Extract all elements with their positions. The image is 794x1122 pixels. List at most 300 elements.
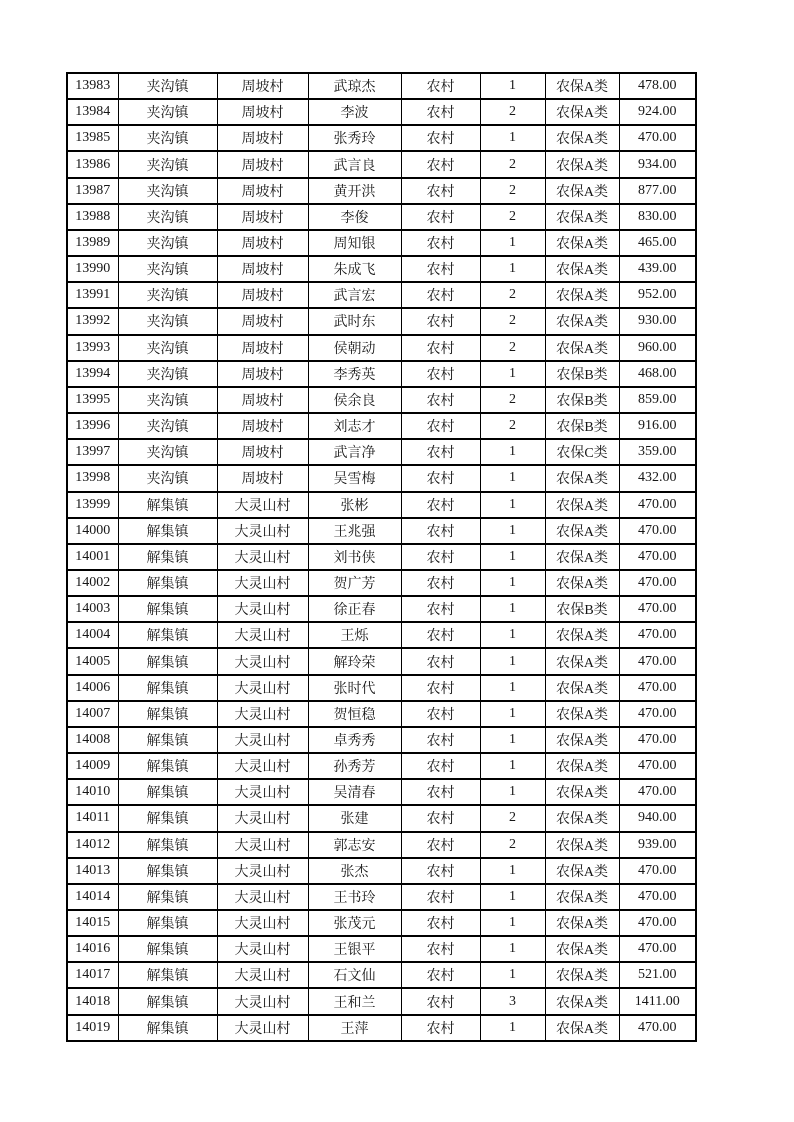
person-count-cell: 1 (480, 73, 545, 99)
insurance-category-cell: 农保A类 (545, 73, 619, 99)
person-count-cell: 1 (480, 256, 545, 282)
town-cell: 解集镇 (118, 884, 217, 910)
person-name-cell: 王银平 (308, 936, 401, 962)
village-cell: 大灵山村 (217, 596, 308, 622)
village-cell: 大灵山村 (217, 1015, 308, 1041)
residence-type-cell: 农村 (401, 701, 480, 727)
person-name-cell: 张时代 (308, 675, 401, 701)
table-row (67, 439, 696, 465)
serial-number-cell: 13992 (67, 308, 118, 334)
insurance-category-cell: 农保A类 (545, 675, 619, 701)
residence-type-cell: 农村 (401, 518, 480, 544)
serial-number-cell: 14000 (67, 518, 118, 544)
amount-cell: 468.00 (619, 361, 696, 387)
person-name-cell: 周知银 (308, 230, 401, 256)
table-row (67, 988, 696, 1014)
insurance-category-cell: 农保A类 (545, 465, 619, 491)
person-count-cell: 1 (480, 648, 545, 674)
insurance-category-cell: 农保A类 (545, 204, 619, 230)
amount-cell: 470.00 (619, 701, 696, 727)
village-cell: 周坡村 (217, 178, 308, 204)
person-name-cell: 王和兰 (308, 988, 401, 1014)
amount-cell: 470.00 (619, 1015, 696, 1041)
records-table (66, 72, 697, 1042)
person-name-cell: 王萍 (308, 1015, 401, 1041)
residence-type-cell: 农村 (401, 753, 480, 779)
insurance-category-cell: 农保A类 (545, 335, 619, 361)
town-cell: 夹沟镇 (118, 256, 217, 282)
person-name-cell: 贺恒稳 (308, 701, 401, 727)
village-cell: 大灵山村 (217, 805, 308, 831)
residence-type-cell: 农村 (401, 832, 480, 858)
town-cell: 夹沟镇 (118, 413, 217, 439)
person-name-cell: 张茂元 (308, 910, 401, 936)
table-row (67, 465, 696, 491)
town-cell: 夹沟镇 (118, 73, 217, 99)
table-row (67, 910, 696, 936)
residence-type-cell: 农村 (401, 884, 480, 910)
amount-cell: 960.00 (619, 335, 696, 361)
residence-type-cell: 农村 (401, 962, 480, 988)
town-cell: 解集镇 (118, 648, 217, 674)
amount-cell: 859.00 (619, 387, 696, 413)
table-row (67, 335, 696, 361)
town-cell: 解集镇 (118, 518, 217, 544)
amount-cell: 465.00 (619, 230, 696, 256)
table-row (67, 413, 696, 439)
village-cell: 周坡村 (217, 151, 308, 177)
person-name-cell: 吴雪梅 (308, 465, 401, 491)
serial-number-cell: 13995 (67, 387, 118, 413)
town-cell: 解集镇 (118, 805, 217, 831)
table-row (67, 99, 696, 125)
table-row (67, 125, 696, 151)
village-cell: 周坡村 (217, 256, 308, 282)
amount-cell: 470.00 (619, 727, 696, 753)
table-row (67, 544, 696, 570)
person-name-cell: 徐正春 (308, 596, 401, 622)
serial-number-cell: 14019 (67, 1015, 118, 1041)
residence-type-cell: 农村 (401, 256, 480, 282)
village-cell: 周坡村 (217, 439, 308, 465)
person-count-cell: 1 (480, 1015, 545, 1041)
village-cell: 周坡村 (217, 125, 308, 151)
residence-type-cell: 农村 (401, 596, 480, 622)
person-name-cell: 贺广芳 (308, 570, 401, 596)
person-name-cell: 黄开洪 (308, 178, 401, 204)
serial-number-cell: 13991 (67, 282, 118, 308)
village-cell: 大灵山村 (217, 544, 308, 570)
serial-number-cell: 13987 (67, 178, 118, 204)
serial-number-cell: 13994 (67, 361, 118, 387)
village-cell: 大灵山村 (217, 727, 308, 753)
amount-cell: 478.00 (619, 73, 696, 99)
amount-cell: 470.00 (619, 596, 696, 622)
person-count-cell: 1 (480, 701, 545, 727)
person-name-cell: 郭志安 (308, 832, 401, 858)
village-cell: 大灵山村 (217, 492, 308, 518)
serial-number-cell: 14003 (67, 596, 118, 622)
person-count-cell: 1 (480, 858, 545, 884)
serial-number-cell: 13988 (67, 204, 118, 230)
table-body (67, 73, 696, 1041)
person-count-cell: 1 (480, 675, 545, 701)
amount-cell: 439.00 (619, 256, 696, 282)
table-row (67, 648, 696, 674)
insurance-category-cell: 农保A类 (545, 805, 619, 831)
person-name-cell: 王兆强 (308, 518, 401, 544)
table-row (67, 492, 696, 518)
residence-type-cell: 农村 (401, 675, 480, 701)
table-row (67, 256, 696, 282)
serial-number-cell: 13989 (67, 230, 118, 256)
person-count-cell: 1 (480, 884, 545, 910)
town-cell: 夹沟镇 (118, 387, 217, 413)
table-row (67, 675, 696, 701)
person-name-cell: 侯余良 (308, 387, 401, 413)
person-count-cell: 1 (480, 544, 545, 570)
serial-number-cell: 14015 (67, 910, 118, 936)
person-name-cell: 武时东 (308, 308, 401, 334)
residence-type-cell: 农村 (401, 988, 480, 1014)
table-row (67, 204, 696, 230)
person-count-cell: 2 (480, 99, 545, 125)
village-cell: 大灵山村 (217, 675, 308, 701)
person-count-cell: 1 (480, 492, 545, 518)
person-name-cell: 解玲荣 (308, 648, 401, 674)
village-cell: 周坡村 (217, 387, 308, 413)
insurance-category-cell: 农保A类 (545, 544, 619, 570)
amount-cell: 930.00 (619, 308, 696, 334)
amount-cell: 470.00 (619, 936, 696, 962)
person-name-cell: 孙秀芳 (308, 753, 401, 779)
amount-cell: 924.00 (619, 99, 696, 125)
person-count-cell: 1 (480, 936, 545, 962)
residence-type-cell: 农村 (401, 492, 480, 518)
town-cell: 解集镇 (118, 675, 217, 701)
insurance-category-cell: 农保A类 (545, 936, 619, 962)
insurance-category-cell: 农保A类 (545, 832, 619, 858)
town-cell: 解集镇 (118, 492, 217, 518)
person-count-cell: 2 (480, 413, 545, 439)
table-row (67, 73, 696, 99)
person-count-cell: 2 (480, 832, 545, 858)
residence-type-cell: 农村 (401, 936, 480, 962)
table-row (67, 701, 696, 727)
insurance-category-cell: 农保A类 (545, 570, 619, 596)
town-cell: 解集镇 (118, 779, 217, 805)
village-cell: 大灵山村 (217, 884, 308, 910)
insurance-category-cell: 农保A类 (545, 308, 619, 334)
amount-cell: 470.00 (619, 648, 696, 674)
insurance-category-cell: 农保A类 (545, 779, 619, 805)
residence-type-cell: 农村 (401, 544, 480, 570)
town-cell: 解集镇 (118, 858, 217, 884)
insurance-category-cell: 农保A类 (545, 622, 619, 648)
amount-cell: 470.00 (619, 675, 696, 701)
table-row (67, 518, 696, 544)
insurance-category-cell: 农保A类 (545, 753, 619, 779)
person-name-cell: 武言宏 (308, 282, 401, 308)
insurance-category-cell: 农保A类 (545, 962, 619, 988)
person-count-cell: 1 (480, 570, 545, 596)
amount-cell: 952.00 (619, 282, 696, 308)
person-count-cell: 1 (480, 727, 545, 753)
person-name-cell: 王书玲 (308, 884, 401, 910)
person-count-cell: 1 (480, 518, 545, 544)
residence-type-cell: 农村 (401, 230, 480, 256)
town-cell: 夹沟镇 (118, 151, 217, 177)
residence-type-cell: 农村 (401, 282, 480, 308)
table-row (67, 282, 696, 308)
person-count-cell: 1 (480, 962, 545, 988)
residence-type-cell: 农村 (401, 1015, 480, 1041)
person-count-cell: 2 (480, 178, 545, 204)
table-row (67, 779, 696, 805)
person-name-cell: 吴清春 (308, 779, 401, 805)
amount-cell: 470.00 (619, 622, 696, 648)
town-cell: 解集镇 (118, 910, 217, 936)
residence-type-cell: 农村 (401, 648, 480, 674)
village-cell: 大灵山村 (217, 622, 308, 648)
person-name-cell: 刘书侠 (308, 544, 401, 570)
insurance-category-cell: 农保A类 (545, 884, 619, 910)
table-row (67, 151, 696, 177)
village-cell: 大灵山村 (217, 648, 308, 674)
person-count-cell: 2 (480, 282, 545, 308)
serial-number-cell: 14008 (67, 727, 118, 753)
amount-cell: 470.00 (619, 492, 696, 518)
person-count-cell: 1 (480, 753, 545, 779)
table-row (67, 884, 696, 910)
residence-type-cell: 农村 (401, 73, 480, 99)
table-row (67, 805, 696, 831)
insurance-category-cell: 农保A类 (545, 151, 619, 177)
residence-type-cell: 农村 (401, 308, 480, 334)
amount-cell: 470.00 (619, 125, 696, 151)
town-cell: 解集镇 (118, 622, 217, 648)
village-cell: 大灵山村 (217, 962, 308, 988)
town-cell: 解集镇 (118, 988, 217, 1014)
table-row (67, 178, 696, 204)
town-cell: 夹沟镇 (118, 465, 217, 491)
serial-number-cell: 13996 (67, 413, 118, 439)
insurance-category-cell: 农保A类 (545, 701, 619, 727)
table-row (67, 753, 696, 779)
person-count-cell: 2 (480, 151, 545, 177)
person-name-cell: 侯朝动 (308, 335, 401, 361)
residence-type-cell: 农村 (401, 125, 480, 151)
person-name-cell: 张杰 (308, 858, 401, 884)
residence-type-cell: 农村 (401, 779, 480, 805)
town-cell: 夹沟镇 (118, 361, 217, 387)
serial-number-cell: 14006 (67, 675, 118, 701)
table-row (67, 230, 696, 256)
village-cell: 周坡村 (217, 465, 308, 491)
table-row (67, 727, 696, 753)
amount-cell: 470.00 (619, 858, 696, 884)
amount-cell: 1411.00 (619, 988, 696, 1014)
table-row (67, 361, 696, 387)
person-name-cell: 王烁 (308, 622, 401, 648)
insurance-category-cell: 农保A类 (545, 178, 619, 204)
town-cell: 夹沟镇 (118, 204, 217, 230)
town-cell: 夹沟镇 (118, 99, 217, 125)
insurance-category-cell: 农保A类 (545, 988, 619, 1014)
amount-cell: 521.00 (619, 962, 696, 988)
residence-type-cell: 农村 (401, 99, 480, 125)
table-row (67, 596, 696, 622)
serial-number-cell: 14012 (67, 832, 118, 858)
residence-type-cell: 农村 (401, 335, 480, 361)
village-cell: 大灵山村 (217, 858, 308, 884)
table-row (67, 622, 696, 648)
amount-cell: 470.00 (619, 518, 696, 544)
serial-number-cell: 14001 (67, 544, 118, 570)
person-name-cell: 刘志才 (308, 413, 401, 439)
serial-number-cell: 13993 (67, 335, 118, 361)
serial-number-cell: 14007 (67, 701, 118, 727)
person-count-cell: 2 (480, 387, 545, 413)
person-name-cell: 李俊 (308, 204, 401, 230)
insurance-category-cell: 农保A类 (545, 910, 619, 936)
village-cell: 周坡村 (217, 361, 308, 387)
town-cell: 解集镇 (118, 727, 217, 753)
person-count-cell: 1 (480, 910, 545, 936)
village-cell: 周坡村 (217, 308, 308, 334)
serial-number-cell: 14014 (67, 884, 118, 910)
serial-number-cell: 13997 (67, 439, 118, 465)
amount-cell: 940.00 (619, 805, 696, 831)
town-cell: 解集镇 (118, 596, 217, 622)
amount-cell: 939.00 (619, 832, 696, 858)
amount-cell: 877.00 (619, 178, 696, 204)
person-count-cell: 2 (480, 805, 545, 831)
town-cell: 解集镇 (118, 936, 217, 962)
serial-number-cell: 14005 (67, 648, 118, 674)
town-cell: 夹沟镇 (118, 230, 217, 256)
table-row (67, 832, 696, 858)
insurance-category-cell: 农保A类 (545, 230, 619, 256)
amount-cell: 470.00 (619, 884, 696, 910)
residence-type-cell: 农村 (401, 387, 480, 413)
serial-number-cell: 13998 (67, 465, 118, 491)
serial-number-cell: 14010 (67, 779, 118, 805)
serial-number-cell: 13983 (67, 73, 118, 99)
insurance-category-cell: 农保A类 (545, 1015, 619, 1041)
residence-type-cell: 农村 (401, 570, 480, 596)
village-cell: 周坡村 (217, 73, 308, 99)
person-name-cell: 武言良 (308, 151, 401, 177)
serial-number-cell: 14011 (67, 805, 118, 831)
town-cell: 解集镇 (118, 544, 217, 570)
person-name-cell: 朱成飞 (308, 256, 401, 282)
village-cell: 大灵山村 (217, 779, 308, 805)
village-cell: 周坡村 (217, 230, 308, 256)
person-count-cell: 3 (480, 988, 545, 1014)
serial-number-cell: 14017 (67, 962, 118, 988)
amount-cell: 432.00 (619, 465, 696, 491)
residence-type-cell: 农村 (401, 805, 480, 831)
village-cell: 周坡村 (217, 335, 308, 361)
village-cell: 大灵山村 (217, 570, 308, 596)
insurance-category-cell: 农保A类 (545, 282, 619, 308)
town-cell: 夹沟镇 (118, 439, 217, 465)
insurance-category-cell: 农保A类 (545, 727, 619, 753)
serial-number-cell: 14018 (67, 988, 118, 1014)
person-count-cell: 2 (480, 308, 545, 334)
serial-number-cell: 14013 (67, 858, 118, 884)
person-name-cell: 张秀玲 (308, 125, 401, 151)
residence-type-cell: 农村 (401, 361, 480, 387)
village-cell: 大灵山村 (217, 701, 308, 727)
amount-cell: 470.00 (619, 910, 696, 936)
table-row (67, 936, 696, 962)
person-name-cell: 武琼杰 (308, 73, 401, 99)
amount-cell: 359.00 (619, 439, 696, 465)
person-count-cell: 1 (480, 779, 545, 805)
table-row (67, 858, 696, 884)
table-row (67, 962, 696, 988)
town-cell: 夹沟镇 (118, 125, 217, 151)
serial-number-cell: 13990 (67, 256, 118, 282)
residence-type-cell: 农村 (401, 727, 480, 753)
person-count-cell: 1 (480, 622, 545, 648)
amount-cell: 916.00 (619, 413, 696, 439)
town-cell: 夹沟镇 (118, 282, 217, 308)
town-cell: 夹沟镇 (118, 178, 217, 204)
insurance-category-cell: 农保A类 (545, 99, 619, 125)
town-cell: 解集镇 (118, 753, 217, 779)
person-name-cell: 石文仙 (308, 962, 401, 988)
residence-type-cell: 农村 (401, 910, 480, 936)
village-cell: 周坡村 (217, 282, 308, 308)
person-count-cell: 1 (480, 125, 545, 151)
village-cell: 大灵山村 (217, 910, 308, 936)
insurance-category-cell: 农保B类 (545, 596, 619, 622)
residence-type-cell: 农村 (401, 465, 480, 491)
insurance-category-cell: 农保A类 (545, 648, 619, 674)
serial-number-cell: 13986 (67, 151, 118, 177)
town-cell: 解集镇 (118, 570, 217, 596)
person-name-cell: 武言净 (308, 439, 401, 465)
residence-type-cell: 农村 (401, 151, 480, 177)
village-cell: 大灵山村 (217, 936, 308, 962)
village-cell: 大灵山村 (217, 518, 308, 544)
town-cell: 解集镇 (118, 1015, 217, 1041)
serial-number-cell: 13984 (67, 99, 118, 125)
table-row (67, 308, 696, 334)
serial-number-cell: 14009 (67, 753, 118, 779)
residence-type-cell: 农村 (401, 413, 480, 439)
person-name-cell: 张彬 (308, 492, 401, 518)
insurance-category-cell: 农保A类 (545, 858, 619, 884)
person-count-cell: 2 (480, 204, 545, 230)
person-count-cell: 1 (480, 361, 545, 387)
serial-number-cell: 14016 (67, 936, 118, 962)
person-name-cell: 张建 (308, 805, 401, 831)
residence-type-cell: 农村 (401, 622, 480, 648)
person-count-cell: 1 (480, 465, 545, 491)
insurance-category-cell: 农保C类 (545, 439, 619, 465)
serial-number-cell: 13999 (67, 492, 118, 518)
person-name-cell: 卓秀秀 (308, 727, 401, 753)
person-name-cell: 李波 (308, 99, 401, 125)
amount-cell: 470.00 (619, 544, 696, 570)
town-cell: 夹沟镇 (118, 308, 217, 334)
insurance-category-cell: 农保B类 (545, 361, 619, 387)
serial-number-cell: 13985 (67, 125, 118, 151)
